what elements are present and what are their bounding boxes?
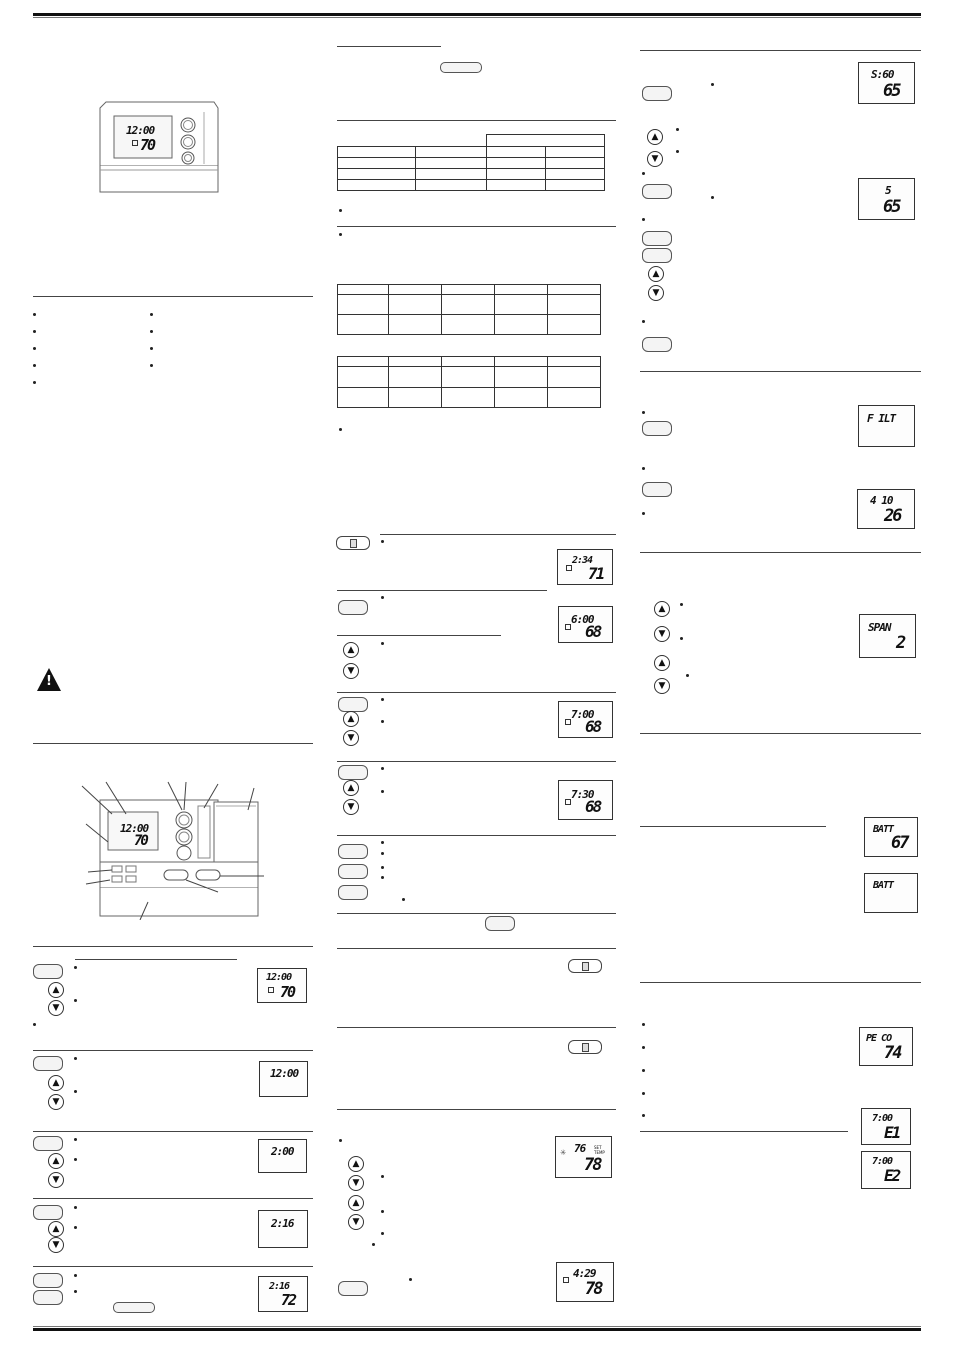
up-arrow-icon[interactable]: ▲ — [343, 780, 359, 796]
battery-lcd-b: BATT — [864, 873, 918, 913]
section-rule — [33, 296, 313, 297]
down-arrow-icon[interactable]: ▼ — [348, 1214, 364, 1230]
step-button[interactable] — [33, 1273, 63, 1288]
step-button[interactable] — [642, 337, 672, 352]
section-rule — [640, 982, 921, 983]
clock-lcd-c: 2:00 — [258, 1139, 307, 1173]
step-button[interactable] — [33, 1056, 63, 1071]
table-schedule-a — [337, 284, 601, 335]
step-button[interactable] — [338, 844, 368, 859]
down-arrow-icon[interactable]: ▼ — [48, 1000, 64, 1016]
table-wiring — [337, 134, 605, 191]
fan-slide-switch[interactable] — [568, 959, 602, 973]
section-rule — [33, 743, 313, 744]
step-button[interactable] — [642, 248, 672, 263]
down-arrow-icon[interactable]: ▼ — [343, 730, 359, 746]
step-button[interactable] — [33, 1290, 63, 1305]
span-lcd: SPAN 2 — [859, 614, 916, 658]
section-rule — [337, 1027, 616, 1028]
program-lcd-b: 7:00 68 — [558, 701, 613, 738]
hold-lcd: 76 SET TEMP ✳ 78 — [555, 1136, 612, 1178]
section-rule — [33, 1131, 313, 1132]
section-rule — [337, 1109, 616, 1110]
inline-button[interactable] — [440, 62, 482, 73]
program-lcd-c: 7:30 68 — [558, 780, 613, 820]
clock-lcd-e: 2:16 72 — [258, 1276, 308, 1312]
section-rule — [33, 1266, 313, 1267]
down-arrow-icon[interactable]: ▼ — [343, 663, 359, 679]
bottom-rule-thin — [33, 1326, 921, 1327]
section-rule — [337, 692, 616, 693]
step-button[interactable] — [338, 600, 368, 615]
step-button[interactable] — [33, 1205, 63, 1220]
up-arrow-icon[interactable]: ▲ — [654, 601, 670, 617]
section-rule — [337, 913, 616, 914]
error-lcd-e2: 7:00 E2 — [861, 1151, 911, 1189]
clock-lcd-d: 2:16 — [258, 1210, 308, 1248]
step-button[interactable] — [338, 765, 368, 780]
section-rule — [640, 552, 921, 553]
clock-lcd-b: 12:00 — [259, 1061, 308, 1097]
section-rule — [33, 946, 313, 947]
up-arrow-icon[interactable]: ▲ — [348, 1195, 364, 1211]
battery-lcd-a: BATT 67 — [864, 817, 918, 857]
bottom-lcd: 4:29 78 — [556, 1262, 614, 1302]
peco-lcd: PE CO 74 — [859, 1027, 913, 1066]
mode-slide-switch[interactable] — [336, 536, 370, 550]
program-lcd-a: 6:00 68 — [558, 606, 613, 643]
up-arrow-icon[interactable]: ▲ — [343, 711, 359, 727]
sub-rule — [75, 959, 237, 960]
inline-button[interactable] — [485, 916, 515, 931]
up-arrow-icon[interactable]: ▲ — [48, 1221, 64, 1237]
step-button[interactable] — [338, 864, 368, 879]
inline-button[interactable] — [113, 1302, 155, 1313]
section-rule — [337, 761, 616, 762]
top-rule-thin — [33, 17, 921, 18]
filter-time-lcd: 4 10 26 — [857, 489, 915, 529]
clock-lcd-a: 12:00 70 — [257, 968, 307, 1003]
right-lcd-a: S:60 65 — [858, 62, 915, 104]
section-rule — [337, 120, 616, 121]
section-rule — [33, 1198, 313, 1199]
up-arrow-icon[interactable]: ▲ — [48, 982, 64, 998]
run-lcd: 2:34 71 — [557, 549, 613, 585]
sub-rule — [640, 1131, 848, 1132]
section-rule — [380, 534, 616, 535]
up-arrow-icon[interactable]: ▲ — [343, 642, 359, 658]
exploded-illustration — [78, 780, 268, 920]
down-arrow-icon[interactable]: ▼ — [654, 626, 670, 642]
step-button[interactable] — [338, 1281, 368, 1296]
up-arrow-icon[interactable]: ▲ — [654, 655, 670, 671]
section-rule — [640, 50, 921, 51]
system-slide-switch[interactable] — [568, 1040, 602, 1054]
down-arrow-icon[interactable]: ▼ — [648, 285, 664, 301]
down-arrow-icon[interactable]: ▼ — [48, 1237, 64, 1253]
down-arrow-icon[interactable]: ▼ — [647, 151, 663, 167]
down-arrow-icon[interactable]: ▼ — [348, 1175, 364, 1191]
filter-lcd: F ILT — [858, 405, 915, 447]
section-rule — [337, 835, 616, 836]
section-rule — [337, 590, 547, 591]
top-rule — [33, 13, 921, 16]
down-arrow-icon[interactable]: ▼ — [48, 1094, 64, 1110]
down-arrow-icon[interactable]: ▼ — [343, 799, 359, 815]
up-arrow-icon[interactable]: ▲ — [647, 129, 663, 145]
sub-rule — [640, 826, 826, 827]
product-lcd: 12:00 70 — [126, 124, 155, 154]
up-arrow-icon[interactable]: ▲ — [48, 1153, 64, 1169]
section-rule — [640, 733, 921, 734]
step-button[interactable] — [642, 86, 672, 101]
section-rule — [33, 1050, 313, 1051]
step-button[interactable] — [338, 885, 368, 900]
up-arrow-icon[interactable]: ▲ — [48, 1075, 64, 1091]
up-arrow-icon[interactable]: ▲ — [648, 266, 664, 282]
section-rule — [337, 635, 501, 636]
step-button[interactable] — [33, 964, 63, 979]
bottom-rule — [33, 1328, 921, 1331]
section-rule — [640, 371, 921, 372]
section-rule — [337, 948, 616, 949]
right-lcd-b: 5 65 — [858, 178, 915, 220]
table-schedule-b — [337, 356, 601, 408]
section-rule — [337, 226, 616, 227]
up-arrow-icon[interactable]: ▲ — [348, 1156, 364, 1172]
heading-rule — [337, 46, 441, 47]
step-button[interactable] — [642, 184, 672, 199]
step-button[interactable] — [642, 482, 672, 497]
step-button[interactable] — [642, 421, 672, 436]
step-button[interactable] — [33, 1136, 63, 1151]
down-arrow-icon[interactable]: ▼ — [654, 678, 670, 694]
exploded-lcd: 12:00 70 — [120, 822, 149, 849]
down-arrow-icon[interactable]: ▼ — [48, 1172, 64, 1188]
error-lcd-e1: 7:00 E1 — [861, 1108, 911, 1145]
step-button[interactable] — [642, 231, 672, 246]
step-button[interactable] — [338, 697, 368, 712]
